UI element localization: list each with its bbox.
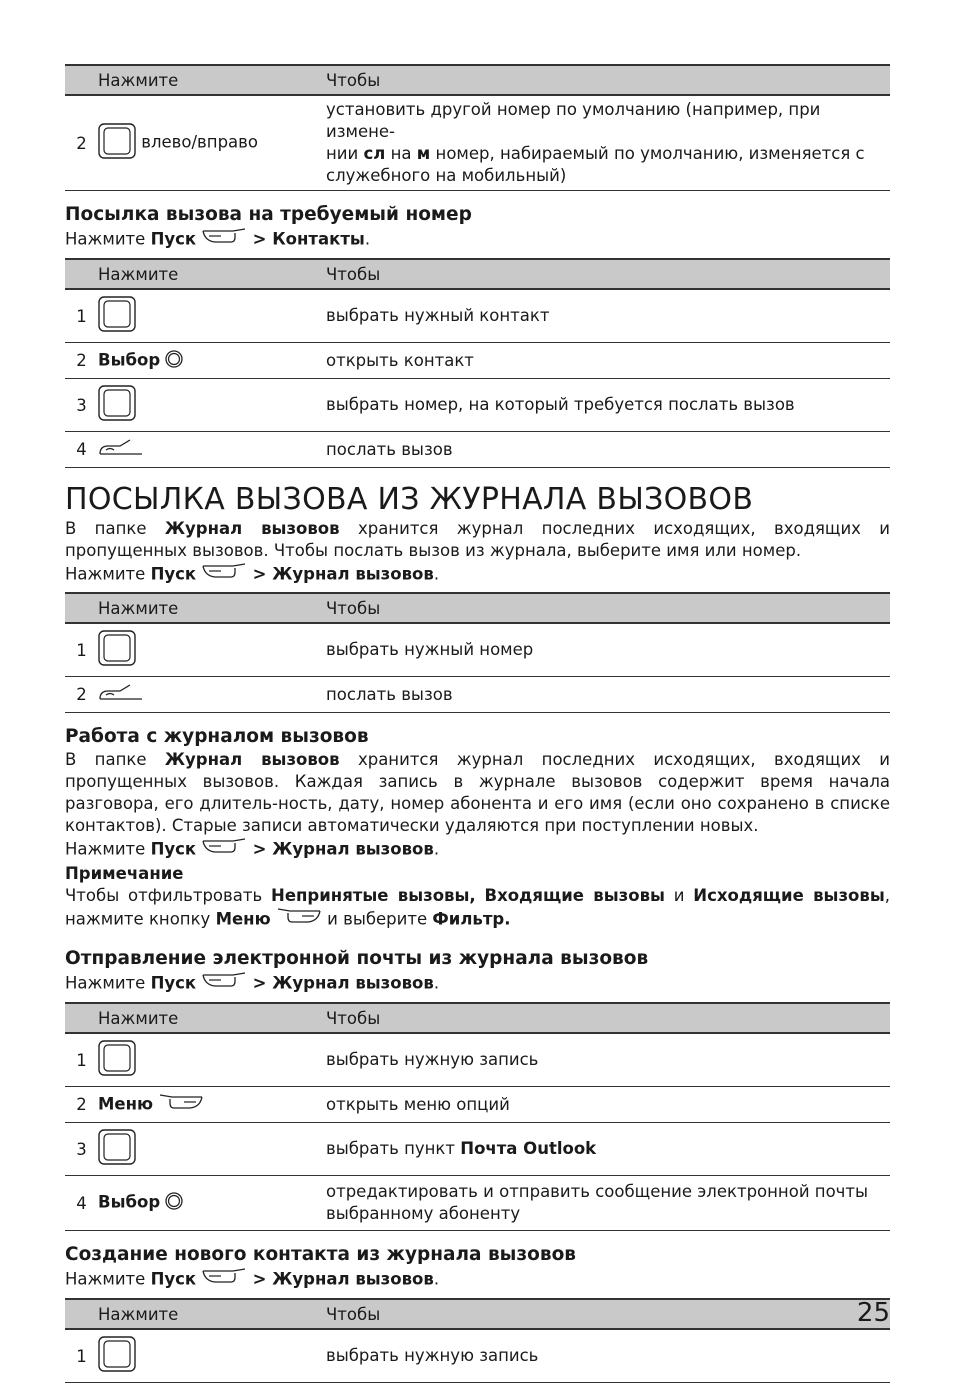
left-softkey-icon	[201, 1267, 247, 1293]
table-row: 2 Меню открыть меню опций	[65, 1087, 890, 1123]
section-heading: Посылка вызова на требуемый номер	[65, 204, 472, 225]
table-header	[65, 65, 890, 95]
col-press: Нажмите	[98, 65, 326, 95]
page-title: ПОСЫЛКА ВЫЗОВА ИЗ ЖУРНАЛА ВЫЗОВОВ	[65, 482, 754, 517]
intro-paragraph: В папке Журнал вызовов хранится журнал последних исходящих, входящих и пропущенных вызовов. Чтобы послать вызов из журнала, выберите имя или номер.	[65, 519, 891, 560]
section-heading: Отправление электронной почты из журнала вызовов	[65, 948, 649, 969]
left-softkey-icon	[201, 227, 247, 253]
table-new-contact	[65, 1298, 890, 1383]
table-row: 4 послать вызов	[65, 432, 890, 468]
menu-path: Нажмите Пуск > Журнал вызовов.	[65, 971, 890, 997]
table-row: 2 послать вызов	[65, 677, 890, 713]
navigation-pad-icon	[98, 123, 136, 163]
note-title: Примечание	[65, 864, 184, 883]
table-row: 1 выбрать нужную запись	[65, 1033, 890, 1087]
table-row: 2 влево/вправо установить другой номер по умолчанию (например, при измене- нии сл на м номер, набираемый по умолчанию, изменяется с служебного на мобильный)	[65, 95, 890, 191]
right-softkey-icon	[158, 1093, 204, 1117]
select-button-icon	[165, 1192, 183, 1214]
call-key-icon	[98, 683, 144, 707]
navigation-pad-icon	[98, 1129, 136, 1169]
section-heading: Создание нового контакта из журнала вызовов	[65, 1244, 576, 1265]
manual-page	[65, 64, 890, 1383]
navigation-pad-icon	[98, 630, 136, 670]
table-send-call	[65, 258, 890, 468]
menu-path: Нажмите Пуск > Журнал вызовов.	[65, 837, 890, 863]
table-header: Нажмите Чтобы	[65, 259, 890, 289]
navigation-pad-icon	[98, 1040, 136, 1080]
note-text: Чтобы отфильтровать Непринятые вызовы, Входящие вызовы и Исходящие вызовы,	[65, 886, 890, 905]
left-softkey-icon	[201, 837, 247, 863]
table-row: 1 выбрать нужную запись	[65, 1329, 890, 1383]
table-header: Нажмите Чтобы	[65, 1299, 890, 1329]
menu-path: Нажмите Пуск > Журнал вызовов.	[65, 562, 890, 588]
note-text-line2: нажмите кнопку Меню и выберите Фильтр.	[65, 907, 890, 933]
select-button-icon	[165, 350, 183, 372]
table-email	[65, 1002, 890, 1231]
right-softkey-icon	[276, 907, 322, 933]
navigation-pad-icon	[98, 385, 136, 425]
table-call-log	[65, 592, 890, 713]
navigation-pad-icon	[98, 296, 136, 336]
navigation-pad-icon	[98, 1336, 136, 1376]
intro-paragraph: В папке Журнал вызовов хранится журнал последних исходящих, входящих и пропущенных вызовов. Каждая запись в журнале вызовов содержит время начала разговора, его длитель-ность, дату, номер абонента и его имя (если оно сохранено в списке контактов). Старые записи автоматически удаляются при поступлении новых.	[65, 750, 891, 835]
left-softkey-icon	[201, 971, 247, 997]
table-row: 4 Выбор отредактировать и отправить сообщение электронной почты выбранному абоненту	[65, 1176, 890, 1231]
table-row: 3 выбрать пункт Почта Outlook	[65, 1123, 890, 1176]
table-header: Нажмите Чтобы	[65, 1003, 890, 1033]
table-row: 1 выбрать нужный номер	[65, 623, 890, 677]
call-key-icon	[98, 438, 144, 462]
col-to: Чтобы	[326, 65, 890, 95]
left-softkey-icon	[201, 562, 247, 588]
table-row: 2 Выбор открыть контакт	[65, 343, 890, 379]
menu-path: Нажмите Пуск > Журнал вызовов.	[65, 1267, 890, 1293]
table-row: 1 выбрать нужный контакт	[65, 289, 890, 343]
menu-path: Нажмите Пуск > Контакты.	[65, 227, 890, 253]
table-header: Нажмите Чтобы	[65, 593, 890, 623]
page-number: 25	[856, 1298, 890, 1328]
section-heading: Работа с журналом вызовов	[65, 726, 369, 747]
table-row: 3 выбрать номер, на который требуется послать вызов	[65, 379, 890, 432]
table-continuation	[65, 64, 890, 191]
